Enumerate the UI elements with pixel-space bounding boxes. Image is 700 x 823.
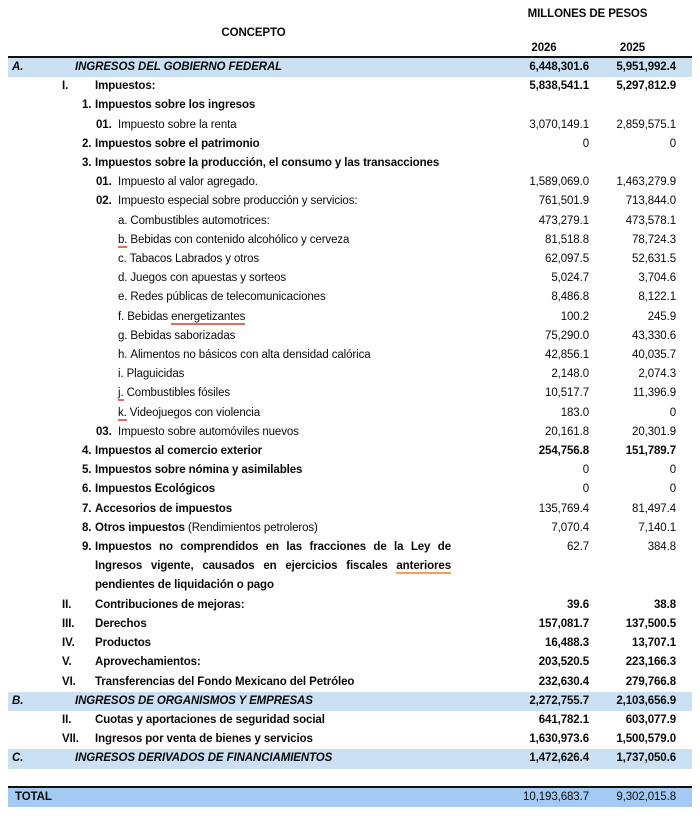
value-2025-cell: 13,707.1	[632, 637, 676, 650]
value-2026-cell: 254,756.8	[538, 445, 589, 458]
value-2025-cell: 151,789.7	[625, 445, 676, 458]
concept-cell	[8, 423, 499, 442]
row-marker: g.	[118, 329, 128, 342]
row-label: Impuestos sobre los ingresos	[95, 99, 256, 112]
concept-cell	[8, 250, 499, 269]
row-marker: VI.	[62, 675, 76, 688]
value-2025-cell: 8,122.1	[638, 291, 676, 304]
table-row	[8, 77, 692, 96]
value-2026-cell: 62,097.5	[545, 253, 589, 266]
row-label: Combustibles fósiles	[126, 387, 231, 400]
row-label: Productos	[95, 637, 151, 650]
row-label: Redes públicas de telecomunicaciones	[130, 291, 326, 304]
row-marker: j.	[118, 387, 124, 400]
value-2025-cell: 5,297,812.9	[616, 80, 676, 93]
table-row	[8, 192, 692, 211]
table-row	[8, 404, 692, 423]
value-2026-cell: 2,148.0	[551, 368, 589, 381]
value-2026-cell: 0	[582, 483, 589, 496]
table-row	[8, 384, 692, 403]
value-2025-cell: 713,844.0	[625, 195, 676, 208]
value-2025-cell: 279,766.8	[625, 675, 676, 688]
row-label: Cuotas y aportaciones de seguridad social	[95, 713, 325, 726]
value-2026-cell: 641,782.1	[538, 713, 589, 726]
row-marker: 8.	[82, 521, 92, 534]
row-marker: b.	[118, 233, 128, 246]
value-2025-cell: 3,704.6	[638, 272, 676, 285]
concept-cell	[8, 231, 499, 250]
value-2026-cell: 183.0	[560, 406, 589, 419]
year-2026-header: 2026	[531, 42, 557, 54]
value-2026-cell: 157,081.7	[538, 617, 589, 630]
value-2025-cell: 245.9	[647, 310, 676, 323]
concept-cell	[8, 615, 499, 634]
value-2026-cell: 0	[582, 464, 589, 477]
concept-cell	[8, 634, 499, 653]
concept-cell	[8, 692, 499, 711]
table-row	[8, 711, 692, 730]
value-2025-cell: 0	[669, 406, 676, 419]
value-2025-cell: 2,103,656.9	[616, 694, 676, 707]
row-marker: f.	[118, 310, 125, 323]
value-2026-cell: 473,279.1	[538, 214, 589, 227]
unit-label: MILLONES DE PESOS	[527, 8, 648, 20]
value-2025-cell: 40,035.7	[632, 349, 676, 362]
value-2026-cell: 135,769.4	[538, 502, 589, 515]
value-2026-cell: 7,070.4	[551, 521, 589, 534]
row-marker: I.	[62, 80, 69, 93]
row-label: Impuestos sobre el patrimonio	[95, 137, 260, 150]
row-label: Combustibles automotrices:	[130, 214, 270, 227]
value-2026-cell: 42,856.1	[545, 349, 589, 362]
table-row	[8, 634, 692, 653]
row-label: Impuesto sobre la renta	[118, 118, 237, 131]
value-2025-cell: 7,140.1	[638, 521, 676, 534]
concept-cell	[8, 365, 499, 384]
row-label: Juegos con apuestas y sorteos	[130, 272, 287, 285]
row-label: INGRESOS DEL GOBIERNO FEDERAL	[75, 61, 283, 73]
value-2026-cell: 10,517.7	[545, 387, 589, 400]
table-row	[8, 308, 692, 327]
value-2025-cell: 0	[669, 483, 676, 496]
row-marker: 3.	[82, 157, 92, 170]
value-2026-cell: 81,518.8	[545, 233, 589, 246]
value-2026-cell: 1,472,626.4	[529, 752, 589, 765]
value-2026-cell: 203,520.5	[538, 656, 589, 669]
table-row	[8, 212, 692, 231]
row-label: Bebidas energetizantes	[127, 310, 246, 323]
row-label: Impuestos sobre nómina y asimilables	[95, 464, 303, 477]
row-marker: V.	[62, 656, 72, 669]
value-2026-cell: 5,838,541.1	[529, 80, 589, 93]
table-row	[8, 500, 692, 519]
concept-cell	[8, 58, 499, 77]
concept-cell	[8, 154, 499, 173]
value-2025-cell: 43,330.6	[632, 329, 676, 342]
row-label: Videojuegos con violencia	[129, 406, 261, 419]
row-label: Plaguicidas	[126, 368, 185, 381]
value-2025-cell: 384.8	[647, 541, 676, 554]
concept-cell	[8, 538, 499, 596]
concept-cell	[8, 116, 499, 135]
table-row	[8, 346, 692, 365]
table-row	[8, 250, 692, 269]
concept-cell	[8, 673, 499, 692]
row-label: Otros impuestos (Rendimientos petroleros)	[95, 521, 318, 534]
year-2025-header: 2025	[619, 42, 646, 54]
table-header	[8, 0, 692, 58]
concept-cell	[8, 96, 499, 115]
value-2026-cell: 62.7	[567, 541, 589, 554]
total-value-2026: 10,193,683.7	[523, 790, 589, 803]
table-body	[8, 58, 692, 769]
value-2025-cell: 81,497.4	[632, 502, 676, 515]
row-marker: 4.	[82, 445, 92, 458]
value-2025-cell: 2,859,575.1	[616, 118, 676, 131]
value-2026-cell: 8,486.8	[551, 291, 589, 304]
row-marker: c.	[118, 253, 127, 266]
value-2026-cell: 1,589,069.0	[529, 176, 589, 189]
concept-cell	[8, 269, 499, 288]
concept-cell	[8, 653, 499, 672]
row-label: Tabacos Labrados y otros	[129, 253, 260, 266]
table-row	[8, 596, 692, 615]
table-row	[8, 749, 692, 768]
value-2026-cell: 100.2	[560, 310, 589, 323]
table-row	[8, 538, 692, 596]
table-row	[8, 288, 692, 307]
value-2026-cell: 75,290.0	[545, 329, 589, 342]
value-2025-cell: 20,301.9	[632, 425, 676, 438]
table-row	[8, 692, 692, 711]
row-label: Impuesto al valor agregado.	[118, 176, 258, 189]
concept-cell	[8, 77, 499, 96]
concept-cell	[8, 596, 499, 615]
row-marker: h.	[118, 349, 128, 362]
row-marker: II.	[62, 713, 72, 726]
row-label: Impuestos al comercio exterior	[95, 445, 263, 458]
row-marker: III.	[62, 617, 75, 630]
value-2025-cell: 473,578.1	[625, 214, 676, 227]
row-label: Derechos	[95, 617, 147, 630]
row-marker: a.	[118, 214, 128, 227]
table-row	[8, 96, 692, 115]
table-row	[8, 58, 692, 77]
table-row	[8, 519, 692, 538]
value-2026-cell: 16,488.3	[545, 637, 589, 650]
row-marker: 9.	[82, 541, 92, 554]
value-2025-cell: 52,631.5	[632, 253, 676, 266]
value-2025-cell: 11,396.9	[632, 387, 676, 400]
concept-cell	[8, 711, 499, 730]
row-label: Bebidas saborizadas	[130, 329, 236, 342]
table-row	[8, 442, 692, 461]
row-label: Transferencias del Fondo Mexicano del Petróleo	[95, 675, 355, 688]
table-row	[8, 730, 692, 749]
row-marker: 03.	[96, 425, 112, 438]
concept-cell	[8, 288, 499, 307]
income-table	[8, 0, 692, 807]
row-marker: 1.	[82, 99, 92, 112]
value-2025-cell: 0	[669, 137, 676, 150]
concept-cell	[8, 519, 499, 538]
concept-cell	[8, 192, 499, 211]
row-marker: B.	[12, 694, 24, 707]
value-2026-cell: 20,161.8	[545, 425, 589, 438]
row-label: Impuestos Ecológicos	[95, 483, 216, 496]
table-row	[8, 480, 692, 499]
row-marker: II.	[62, 598, 72, 611]
spellcheck-underlined-word: anteriores	[396, 560, 451, 573]
value-2026-cell: 39.6	[567, 598, 589, 611]
concept-cell	[8, 212, 499, 231]
value-2025-cell: 38.8	[654, 598, 676, 611]
row-label: Aprovechamientos:	[95, 656, 201, 669]
value-2026-cell: 232,630.4	[538, 675, 589, 688]
row-marker: C.	[12, 752, 24, 765]
concept-cell	[8, 480, 499, 499]
row-label: Ingresos por venta de bienes y servicios	[95, 733, 313, 746]
concept-cell	[8, 730, 499, 749]
concept-cell	[8, 404, 499, 423]
concept-cell	[8, 327, 499, 346]
row-label: Accesorios de impuestos	[95, 502, 233, 515]
concept-cell	[8, 500, 499, 519]
value-2025-cell: 1,463,279.9	[616, 176, 676, 189]
table-row	[8, 653, 692, 672]
row-marker: VII.	[62, 733, 79, 746]
row-label: Bebidas con contenido alcohólico y cerveza	[130, 233, 350, 246]
concepto-header: CONCEPTO	[221, 27, 286, 39]
table-row	[8, 135, 692, 154]
concept-cell	[8, 308, 499, 327]
concept-cell	[8, 384, 499, 403]
row-marker: 7.	[82, 502, 92, 515]
row-label-suffix: (Rendimientos petroleros)	[184, 521, 318, 534]
concept-cell	[8, 346, 499, 365]
row-marker: d.	[118, 272, 128, 285]
row-label: Impuesto sobre automóviles nuevos	[118, 425, 299, 438]
row-label: Impuestos sobre la producción, el consumo y las transacciones	[95, 157, 440, 170]
row-marker: 6.	[82, 483, 92, 496]
value-2026-cell: 2,272,755.7	[529, 694, 589, 707]
row-label: Impuestos:	[95, 80, 156, 93]
table-row	[8, 365, 692, 384]
row-marker: k.	[118, 406, 127, 419]
row-marker: 2.	[82, 137, 92, 150]
row-label: INGRESOS DE ORGANISMOS Y EMPRESAS	[75, 694, 313, 707]
value-2025-cell: 0	[669, 464, 676, 477]
total-label: TOTAL	[15, 790, 52, 803]
value-2026-cell: 0	[582, 137, 589, 150]
table-row	[8, 116, 692, 135]
table-row	[8, 327, 692, 346]
row-label: Impuestos no comprendidos en las fracciones de la Ley de Ingresos vigente, causados en ejercicios fiscales anteriores pendientes de liquidación o pago	[95, 541, 451, 592]
value-2026-cell: 5,024.7	[551, 272, 589, 285]
value-2026-cell: 3,070,149.1	[529, 118, 589, 131]
row-marker: A.	[12, 61, 24, 73]
concept-cell	[8, 135, 499, 154]
value-2025-cell: 1,737,050.6	[616, 752, 676, 765]
table-row	[8, 423, 692, 442]
table-row	[8, 231, 692, 250]
total-value-2025: 9,302,015.8	[616, 790, 676, 803]
row-marker: IV.	[62, 637, 75, 650]
row-marker: e.	[118, 291, 128, 304]
row-label: Contribuciones de mejoras:	[95, 598, 245, 611]
row-label: Impuesto especial sobre producción y servicios:	[118, 195, 358, 208]
table-row	[8, 173, 692, 192]
row-marker: 01.	[96, 176, 112, 189]
value-2026-cell: 1,630,973.6	[529, 733, 589, 746]
value-2025-cell: 223,166.3	[625, 656, 676, 669]
row-marker: i.	[118, 368, 124, 381]
table-row	[8, 615, 692, 634]
total-row	[8, 786, 692, 807]
table-row	[8, 673, 692, 692]
value-2026-cell: 6,448,301.6	[529, 61, 589, 73]
table-row	[8, 154, 692, 173]
row-marker: 5.	[82, 464, 92, 477]
concept-cell	[8, 749, 499, 768]
table-row	[8, 269, 692, 288]
value-2025-cell: 2,074.3	[638, 368, 676, 381]
row-label: INGRESOS DERIVADOS DE FINANCIAMIENTOS	[75, 752, 333, 765]
table-row	[8, 461, 692, 480]
concept-cell	[8, 442, 499, 461]
value-2025-cell: 1,500,579.0	[616, 733, 676, 746]
value-2025-cell: 78,724.3	[632, 233, 676, 246]
value-2025-cell: 5,951,992.4	[616, 61, 676, 73]
row-label: Alimentos no básicos con alta densidad calórica	[130, 349, 371, 362]
year-headers	[499, 42, 676, 54]
value-2025-cell: 603,077.9	[625, 713, 676, 726]
value-2025-cell: 137,500.5	[625, 617, 676, 630]
row-marker: 02.	[96, 195, 112, 208]
concept-cell	[8, 461, 499, 480]
row-marker: 01.	[96, 118, 112, 131]
spellcheck-underlined-word: energetizantes	[171, 310, 246, 323]
concept-cell	[8, 173, 499, 192]
value-2026-cell: 761,501.9	[538, 195, 589, 208]
spacer-row	[8, 769, 692, 786]
